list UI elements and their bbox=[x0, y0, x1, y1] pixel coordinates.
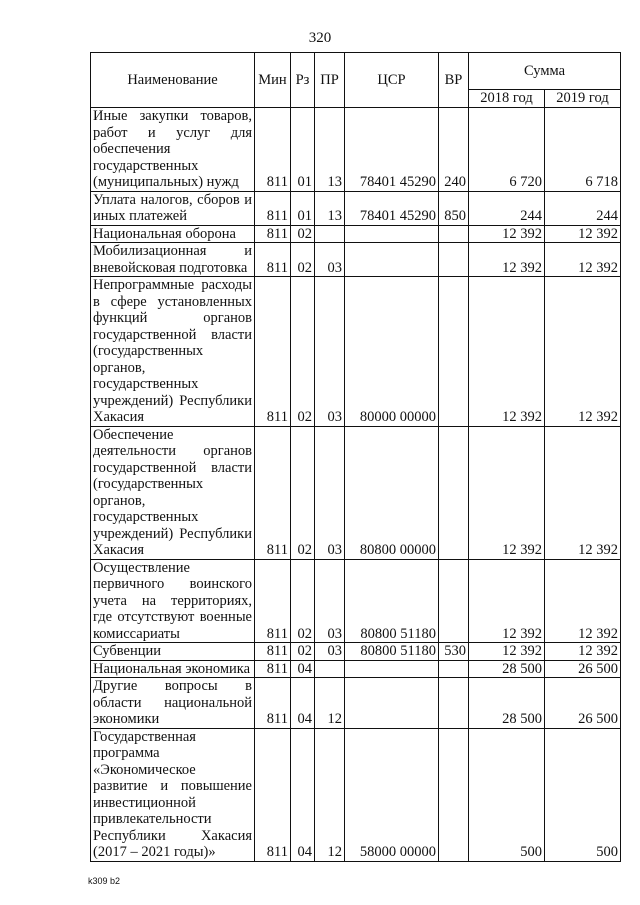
cell-rz: 01 bbox=[291, 191, 315, 225]
cell-pr bbox=[315, 660, 345, 678]
cell-rz: 04 bbox=[291, 660, 315, 678]
cell-name: Национальная оборона bbox=[91, 225, 255, 243]
table-row bbox=[91, 678, 621, 729]
cell-vr: 850 bbox=[439, 191, 469, 225]
cell-rz: 02 bbox=[291, 559, 315, 643]
cell-vr: 530 bbox=[439, 643, 469, 661]
cell-vr: 240 bbox=[439, 108, 469, 192]
table-row bbox=[91, 426, 621, 559]
cell-2018: 28 500 bbox=[469, 660, 545, 678]
cell-csr bbox=[345, 660, 439, 678]
table-row bbox=[91, 559, 621, 643]
cell-min: 811 bbox=[255, 660, 291, 678]
cell-name: Субвенции bbox=[91, 643, 255, 661]
header-vr: ВР bbox=[439, 53, 469, 108]
cell-pr: 03 bbox=[315, 243, 345, 277]
cell-2019: 12 392 bbox=[545, 559, 621, 643]
cell-csr bbox=[345, 678, 439, 729]
header-year-2018: 2018 год bbox=[469, 90, 545, 108]
cell-2019: 12 392 bbox=[545, 277, 621, 427]
cell-pr: 13 bbox=[315, 108, 345, 192]
cell-min: 811 bbox=[255, 678, 291, 729]
cell-name: Мобилизационная и вневойсковая подготовка bbox=[91, 243, 255, 277]
header-min: Мин bbox=[255, 53, 291, 108]
cell-min: 811 bbox=[255, 277, 291, 427]
table-row bbox=[91, 643, 621, 661]
cell-2018: 12 392 bbox=[469, 643, 545, 661]
cell-csr: 58000 00000 bbox=[345, 728, 439, 861]
cell-csr: 80000 00000 bbox=[345, 277, 439, 427]
table-row bbox=[91, 243, 621, 277]
cell-csr: 80800 00000 bbox=[345, 426, 439, 559]
cell-rz: 02 bbox=[291, 277, 315, 427]
cell-pr: 12 bbox=[315, 728, 345, 861]
cell-pr bbox=[315, 225, 345, 243]
cell-pr: 13 bbox=[315, 191, 345, 225]
cell-pr: 03 bbox=[315, 643, 345, 661]
header-year-2019: 2019 год bbox=[545, 90, 621, 108]
cell-vr bbox=[439, 660, 469, 678]
cell-2019: 12 392 bbox=[545, 643, 621, 661]
header-rz: Рз bbox=[291, 53, 315, 108]
cell-name: Иные закупки товаров, работ и услуг для обеспечения государственных (муниципальных) нужд bbox=[91, 108, 255, 192]
cell-csr: 78401 45290 bbox=[345, 108, 439, 192]
cell-rz: 04 bbox=[291, 678, 315, 729]
cell-2018: 6 720 bbox=[469, 108, 545, 192]
cell-rz: 01 bbox=[291, 108, 315, 192]
cell-2019: 12 392 bbox=[545, 225, 621, 243]
cell-min: 811 bbox=[255, 108, 291, 192]
cell-2019: 12 392 bbox=[545, 243, 621, 277]
cell-2018: 28 500 bbox=[469, 678, 545, 729]
cell-csr: 80800 51180 bbox=[345, 559, 439, 643]
header-sum: Сумма bbox=[469, 53, 621, 90]
cell-rz: 04 bbox=[291, 728, 315, 861]
table-row bbox=[91, 277, 621, 427]
cell-vr bbox=[439, 728, 469, 861]
cell-name: Государственная программа «Экономическое развитие и повышение инвестиционной привлекательности Республики Хакасия (2017 – 2021 годы)» bbox=[91, 728, 255, 861]
cell-2019: 26 500 bbox=[545, 678, 621, 729]
cell-vr bbox=[439, 277, 469, 427]
cell-vr bbox=[439, 559, 469, 643]
cell-rz: 02 bbox=[291, 243, 315, 277]
cell-name: Уплата налогов, сборов и иных платежей bbox=[91, 191, 255, 225]
cell-2019: 244 bbox=[545, 191, 621, 225]
cell-name: Другие вопросы в области национальной экономики bbox=[91, 678, 255, 729]
table-row bbox=[91, 660, 621, 678]
cell-2018: 12 392 bbox=[469, 225, 545, 243]
cell-pr: 03 bbox=[315, 559, 345, 643]
cell-min: 811 bbox=[255, 728, 291, 861]
cell-2018: 500 bbox=[469, 728, 545, 861]
table-row bbox=[91, 728, 621, 861]
cell-min: 811 bbox=[255, 191, 291, 225]
cell-vr bbox=[439, 678, 469, 729]
table-row bbox=[91, 191, 621, 225]
cell-rz: 02 bbox=[291, 643, 315, 661]
header-pr: ПР bbox=[315, 53, 345, 108]
footer-code: k309 b2 bbox=[88, 876, 121, 886]
cell-2018: 12 392 bbox=[469, 243, 545, 277]
cell-min: 811 bbox=[255, 643, 291, 661]
cell-rz: 02 bbox=[291, 225, 315, 243]
cell-min: 811 bbox=[255, 559, 291, 643]
budget-table bbox=[90, 52, 621, 862]
table-row bbox=[91, 225, 621, 243]
cell-2019: 26 500 bbox=[545, 660, 621, 678]
cell-min: 811 bbox=[255, 243, 291, 277]
cell-2018: 12 392 bbox=[469, 277, 545, 427]
cell-min: 811 bbox=[255, 426, 291, 559]
cell-rz: 02 bbox=[291, 426, 315, 559]
cell-csr bbox=[345, 225, 439, 243]
cell-name: Осуществление первичного воинского учета на территориях, где отсутствуют военные комиссариаты bbox=[91, 559, 255, 643]
cell-csr: 78401 45290 bbox=[345, 191, 439, 225]
page-number: 320 bbox=[308, 30, 332, 46]
cell-pr: 03 bbox=[315, 277, 345, 427]
header-name: Наименование bbox=[91, 53, 255, 108]
cell-pr: 12 bbox=[315, 678, 345, 729]
cell-2018: 12 392 bbox=[469, 426, 545, 559]
cell-vr bbox=[439, 426, 469, 559]
cell-csr: 80800 51180 bbox=[345, 643, 439, 661]
cell-2018: 12 392 bbox=[469, 559, 545, 643]
cell-vr bbox=[439, 225, 469, 243]
cell-2018: 244 bbox=[469, 191, 545, 225]
header-csr: ЦСР bbox=[345, 53, 439, 108]
cell-2019: 500 bbox=[545, 728, 621, 861]
cell-min: 811 bbox=[255, 225, 291, 243]
cell-name: Обеспечение деятельности органов государственной власти (государственных органов, государственных учреждений) Республики Хакасия bbox=[91, 426, 255, 559]
cell-name: Непрограммные расходы в сфере установленных функций органов государственной власти (государственных органов, государственных учреждений) Республики Хакасия bbox=[91, 277, 255, 427]
cell-pr: 03 bbox=[315, 426, 345, 559]
cell-2019: 12 392 bbox=[545, 426, 621, 559]
cell-vr bbox=[439, 243, 469, 277]
cell-2019: 6 718 bbox=[545, 108, 621, 192]
table-row bbox=[91, 108, 621, 192]
cell-name: Национальная экономика bbox=[91, 660, 255, 678]
cell-csr bbox=[345, 243, 439, 277]
